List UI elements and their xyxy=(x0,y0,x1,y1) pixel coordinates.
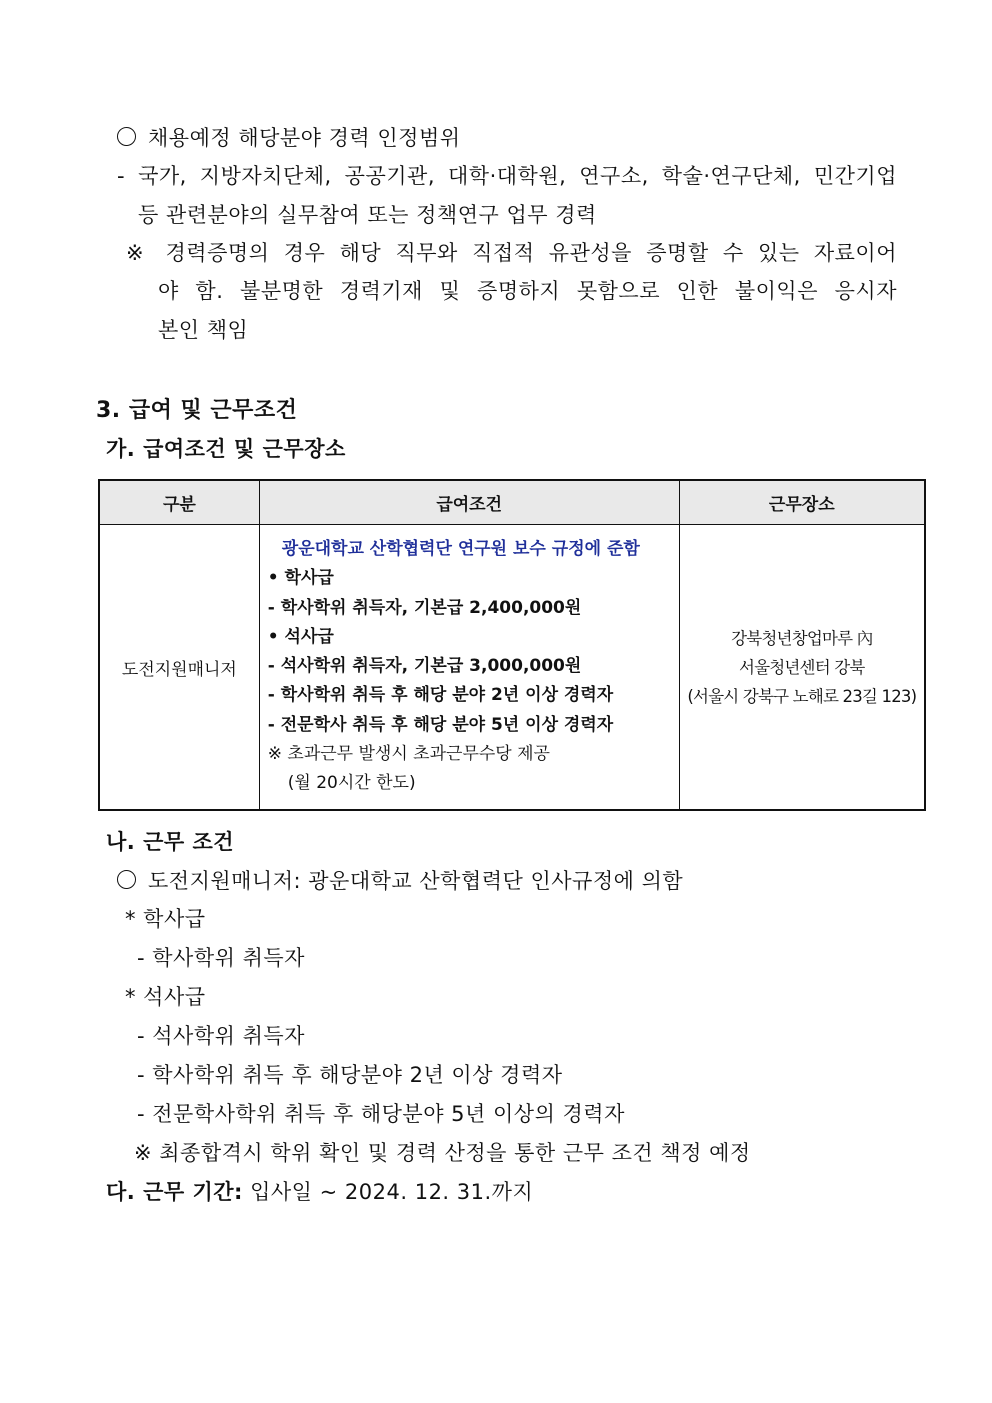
career-item-line1: - 국가, 지방자치단체, 공공기관, 대학·대학원, 연구소, 학술·연구단체, 민간기업 xyxy=(117,164,897,188)
career-heading: 채용예정 해당분야 경력 인정범위 xyxy=(117,122,461,152)
circle-bullet-icon xyxy=(117,127,136,146)
career-item-line2: 등 관련분야의 실무참여 또는 정책연구 업무 경력 xyxy=(138,203,597,227)
location-line: 강북청년창업마루 內 xyxy=(731,628,873,648)
table-row xyxy=(99,525,925,811)
work-master-1: - 석사학위 취득자 xyxy=(137,1024,305,1048)
work-sub-b: 나. 근무 조건 xyxy=(106,830,235,854)
location-cell xyxy=(679,525,925,811)
circle-bullet-icon xyxy=(117,870,136,889)
career-note-line1: ※ 경력증명의 경우 해당 직무와 직접적 유관성을 증명할 수 있는 자료이어 xyxy=(126,241,897,265)
pay-note-limit: (월 20시간 한도) xyxy=(287,773,416,794)
work-note: ※ 최종합격시 학위 확인 및 경력 산정을 통한 근무 조건 책정 예정 xyxy=(134,1141,751,1165)
period-label: 다. 근무 기간: xyxy=(106,1180,243,1204)
category-cell: 도전지원매니저 xyxy=(99,525,259,811)
pay-line: - 학사학위 취득자, 기본급 2,400,000원 xyxy=(267,597,582,618)
header-pay: 급여조건 xyxy=(259,480,679,525)
pay-cell xyxy=(259,525,679,811)
pay-line: • 학사급 xyxy=(267,568,334,589)
work-manager-line: 도전지원매니저: 광운대학교 산학협력단 인사규정에 의함 xyxy=(117,865,683,895)
work-master: * 석사급 xyxy=(125,985,206,1009)
work-bachelor: * 학사급 xyxy=(125,907,206,931)
period-value: 입사일 ~ 2024. 12. 31.까지 xyxy=(242,1180,534,1204)
header-location: 근무장소 xyxy=(679,480,925,525)
section3-title: 3. 급여 및 근무조건 xyxy=(96,398,298,423)
work-bachelor-1: - 학사학위 취득자 xyxy=(137,946,305,970)
pay-line: - 석사학위 취득자, 기본급 3,000,000원 xyxy=(267,656,582,677)
section3-sub-a: 가. 급여조건 및 근무장소 xyxy=(106,437,346,461)
pay-line: • 석사급 xyxy=(267,626,334,647)
location-line: 서울청년센터 강북 xyxy=(739,657,865,677)
pay-table xyxy=(98,479,926,811)
location-line: (서울시 강북구 노해로 23길 123) xyxy=(687,686,917,706)
period-line xyxy=(106,1176,533,1206)
table-header-row xyxy=(99,480,925,525)
header-category: 구분 xyxy=(99,480,259,525)
pay-note: ※ 초과근무 발생시 초과근무수당 제공 xyxy=(267,744,550,765)
pay-line: - 전문학사 취득 후 해당 분야 5년 이상 경력자 xyxy=(267,714,614,735)
pay-title: 광운대학교 산학협력단 연구원 보수 규정에 준함 xyxy=(281,539,640,559)
work-master-2: - 학사학위 취득 후 해당분야 2년 이상 경력자 xyxy=(137,1063,563,1087)
career-note-line2: 야 함. 불분명한 경력기재 및 증명하지 못함으로 인한 불이익은 응시자 xyxy=(158,279,897,303)
pay-line: - 학사학위 취득 후 해당 분야 2년 이상 경력자 xyxy=(267,685,614,706)
career-note-line3: 본인 책임 xyxy=(158,318,249,342)
work-master-3: - 전문학사학위 취득 후 해당분야 5년 이상의 경력자 xyxy=(137,1102,625,1126)
